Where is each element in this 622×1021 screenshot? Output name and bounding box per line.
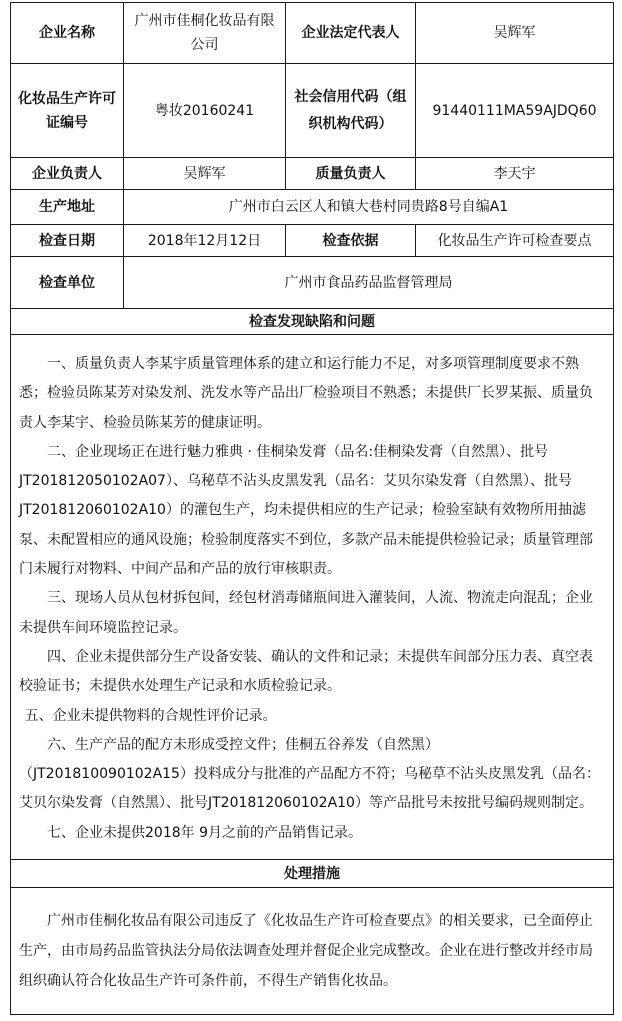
responsible-label: 企业负责人: [11, 158, 124, 190]
measures-title: 处理措施: [11, 860, 614, 888]
address-value: 广州市白云区人和镇大巷村同贵路8号自编A1: [124, 190, 614, 225]
defects-title: 检查发现缺陷和问题: [11, 309, 614, 335]
defect-item-1: 一、质量负责人李某宇质量管理体系的建立和运行能力不足，对多项管理制度要求不熟悉；检验员陈某芳对染发剂、洗发水等产品出厂检验项目不熟悉；未提供厂长罗某振、质量负责人李某宇、检验员陈某芳的健康证明。: [19, 355, 593, 431]
date-label: 检查日期: [11, 225, 124, 257]
legal-rep-label: 企业法定代表人: [286, 3, 416, 64]
unit-label: 检查单位: [11, 257, 124, 309]
defect-item-6b: （JT201810090102A15）投料成分与批准的产品配方不符；乌秘草不沾头皮黑发乳（品名：艾贝尔染发膏（自然黑）、批号JT201812060102A10）等产品批号未按批号编码规则制定。: [19, 766, 600, 812]
quality-label: 质量负责人: [286, 158, 416, 190]
company-name-label: 企业名称: [11, 3, 124, 64]
defect-item-6a: 六、生产产品的配方未形成受控文件；佳桐五谷养发（自然黑）: [47, 736, 439, 753]
defect-item-2: 二、企业现场正在进行魅力雅典 · 佳桐染发膏（品名:佳桐染发膏（自然黑）、批号JT201812050102A07）、乌秘草不沾头皮黑发乳（品名：艾贝尔染发膏（自然黑）、批号JT201812060102A10）的灌包生产，均未提供相应的生产记录；检验室缺有效物所用抽滤泵、未配置相应的通风设施；检验制度落实不到位，多款产品未能提供检验记录；质量管理部门未履行对物料、中间产品和产品的放行审核职责。: [19, 443, 593, 578]
license-value: 粤妆20160241: [124, 64, 286, 158]
basis-value: 化妆品生产许可检查要点: [416, 225, 614, 257]
company-name-value: 广州市佳桐化妆品有限公司: [124, 3, 286, 64]
credit-code-value: 91440111MA59AJDQ60: [416, 64, 614, 158]
defect-item-5: 五、企业未提供物料的合规性评价记录。: [24, 707, 277, 724]
date-value: 2018年12月12日: [124, 225, 286, 257]
responsible-value: 吴辉军: [124, 158, 286, 190]
credit-code-label: 社会信用代码（组织机构代码）: [286, 64, 416, 158]
defect-item-3: 三、现场人员从包材拆包间，经包材消毒储瓶间进入灌装间，人流、物流走向混乱；企业未提供车间环境监控记录。: [19, 590, 593, 636]
basis-label: 检查依据: [286, 225, 416, 257]
measures-text: 广州市佳桐化妆品有限公司违反了《化妆品生产许可检查要点》的相关要求，已全面停止生产，由市局药品监管执法分局依法调查处理并督促企业完成整改。企业在进行整改并经市局组织确认符合化妆品生产许可条件前，不得生产销售化妆品。: [19, 913, 593, 989]
defect-item-7: 七、企业未提供2018年 9月之前的产品销售记录。: [47, 824, 362, 841]
license-label: 化妆品生产许可证编号: [11, 64, 124, 158]
measures-body: [11, 888, 614, 1015]
defect-item-4: 四、企业未提供部分生产设备安装、确认的文件和记录；未提供车间部分压力表、真空表校验证书；未提供水处理生产记录和水质检验记录。: [19, 648, 593, 695]
legal-rep-value: 吴辉军: [416, 3, 614, 64]
address-label: 生产地址: [11, 190, 124, 225]
inspection-table: [10, 2, 614, 1015]
defects-body: [11, 335, 614, 860]
quality-value: 李天宇: [416, 158, 614, 190]
unit-value: 广州市食品药品监督管理局: [124, 257, 614, 309]
